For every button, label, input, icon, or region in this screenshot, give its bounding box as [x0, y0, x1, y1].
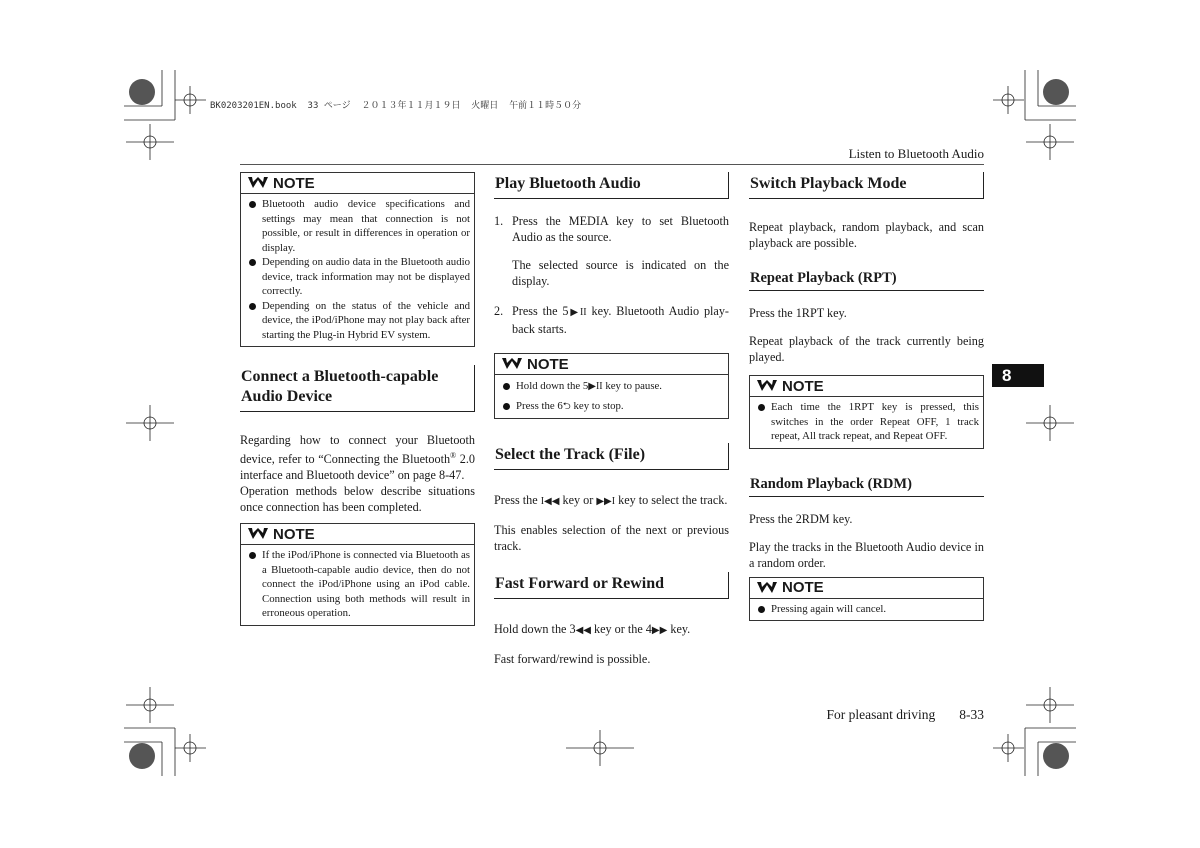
note-header	[750, 376, 983, 397]
rewind-icon: ◀◀	[575, 625, 591, 636]
note-item: Pressing again will cancel.	[758, 602, 979, 617]
step	[494, 213, 729, 245]
subsection-heading: Repeat Playback (RPT)	[749, 269, 984, 291]
paragraph: Repeat playback, random playback, and scan playback are possible.	[749, 220, 984, 250]
text: Press the 5	[512, 304, 569, 318]
note-header	[241, 524, 474, 545]
text: key.	[667, 622, 691, 636]
text: Regarding how to connect your Bluetooth device, refer to “Connecting the Bluetooth	[240, 433, 475, 467]
step	[494, 303, 729, 337]
skip-forward-icon: ▶▶I	[596, 496, 616, 507]
chapter-number: 8	[1002, 365, 1012, 385]
skip-back-icon: I◀◀	[540, 496, 560, 507]
chapter-tab	[992, 364, 1044, 387]
note-label: NOTE	[782, 579, 824, 596]
play-pause-icon: ▶II	[568, 307, 587, 318]
note-icon	[756, 379, 778, 393]
paragraph: Play the tracks in the Bluetooth Audio device in a random order.	[749, 539, 984, 570]
text: key or the 4	[590, 622, 652, 636]
text: key to stop.	[570, 399, 624, 412]
paragraph	[494, 621, 729, 639]
column-middle	[494, 172, 729, 679]
page-number: 8-33	[959, 707, 984, 722]
registered-mark: ®	[450, 451, 457, 460]
footer-section: For pleasant driving	[826, 707, 936, 722]
return-icon: ⮌	[562, 400, 571, 412]
note-label: NOTE	[273, 525, 315, 543]
note-box	[240, 172, 475, 347]
step-number: 1.	[494, 214, 504, 228]
text: key. Bluetooth Audio play-back starts.	[512, 304, 729, 336]
fast-forward-icon: ▶▶	[651, 625, 668, 636]
note-item: Each time the 1RPT key is pressed, this switches in the order Repeat OFF, 1 track repeat, All track repeat, and Repeat OFF.	[758, 400, 979, 444]
text: key to pause.	[602, 380, 663, 392]
text: 2.0 interface and Bluetooth device” on page 8-47.	[240, 452, 475, 483]
paragraph: Repeat playback of the track currently being played.	[749, 334, 984, 364]
note-box	[494, 353, 729, 419]
note-icon	[501, 357, 523, 371]
subsection-heading: Random Playback (RDM)	[749, 475, 984, 497]
text: Hold down the 5	[516, 380, 589, 392]
step-detail: The selected source is indicated on the display.	[512, 258, 729, 288]
text: key or	[559, 493, 597, 507]
paragraph: This enables selection of the next or previous track.	[494, 523, 729, 553]
running-head: Listen to Bluetooth Audio	[848, 146, 984, 161]
text: Press the 6	[516, 399, 563, 412]
note-item	[503, 379, 724, 395]
note-box	[749, 375, 984, 449]
section-heading: Switch Playback Mode	[749, 172, 984, 199]
note-label: NOTE	[273, 174, 315, 192]
note-item: If the iPod/iPhone is connected via Bluetooth as a Bluetooth-capable audio device, then do not connect the iPod/iPhone using an iPod cable. Connection using both methods will result in erroneous operation.	[249, 548, 470, 621]
note-item	[503, 399, 724, 415]
section-heading: Connect a Bluetooth-capable Audio Device	[240, 365, 475, 412]
paragraph: Fast forward/rewind is possible.	[494, 652, 651, 666]
print-header: BK0203201EN.book 33 ページ ２０１３年１１月１９日 火曜日 午前１１時５０分	[210, 101, 582, 111]
note-header	[750, 578, 983, 599]
paragraph: Operation methods below describe situations once connection has been completed.	[240, 484, 475, 515]
running-head-rule	[240, 164, 984, 165]
column-right	[749, 172, 984, 633]
play-pause-icon: ▶II	[588, 381, 603, 392]
note-header	[495, 354, 728, 375]
note-box	[749, 577, 984, 622]
note-item: Depending on the status of the vehicle and device, the iPod/iPhone may not play back after starting the Plug-in Hybrid EV system.	[249, 299, 470, 343]
section-heading: Select the Track (File)	[494, 443, 729, 470]
note-header	[241, 173, 474, 194]
step-number: 2.	[494, 304, 504, 318]
note-icon	[247, 176, 269, 190]
note-item: Depending on audio data in the Bluetooth audio device, track information may not be displayed correctly.	[249, 255, 470, 299]
text: Hold down the 3	[494, 622, 576, 636]
page-footer	[700, 691, 984, 723]
paragraph: Press the 2RDM key.	[749, 511, 853, 526]
note-label: NOTE	[782, 377, 824, 395]
text: Press the	[494, 493, 541, 507]
section-heading: Fast Forward or Rewind	[494, 572, 729, 599]
note-icon	[247, 527, 269, 541]
section-heading: Play Bluetooth Audio	[494, 172, 729, 199]
note-box	[240, 523, 475, 626]
note-item: Bluetooth audio device specifications and settings may mean that connection is not possible, or result in differences in operation or display.	[249, 197, 470, 255]
step-text	[512, 303, 729, 337]
note-icon	[756, 581, 778, 595]
paragraph	[240, 432, 475, 483]
column-left	[240, 172, 475, 638]
paragraph	[494, 492, 729, 510]
text: key to select the track.	[615, 493, 728, 507]
step-text: Press the MEDIA key to set Bluetooth Audio as the source.	[512, 214, 729, 244]
note-label: NOTE	[527, 355, 569, 373]
paragraph: Press the 1RPT key.	[749, 306, 847, 320]
